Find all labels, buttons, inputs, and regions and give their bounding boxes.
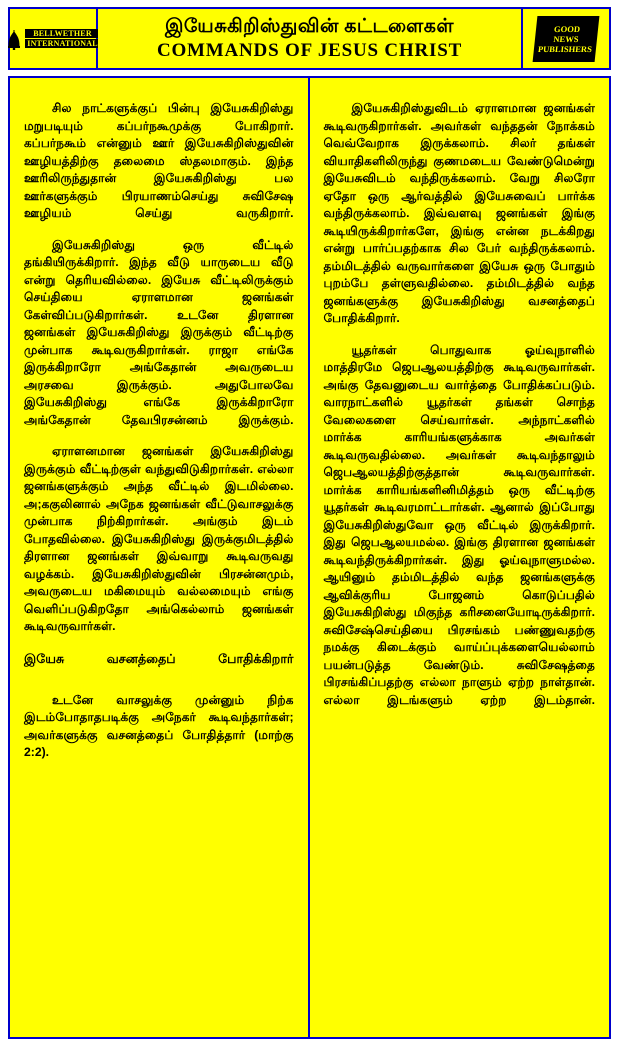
bellwether-logo-line1: BELLWETHER [25,29,99,38]
page-title-english: COMMANDS OF JESUS CHRIST [156,40,463,61]
page-title-tamil: இயேசுகிறிஸ்துவின் கட்டளைகள் [164,16,455,37]
scripture-quote: உடனே வாசலுக்கு முன்னும் நிற்க இடம்போதாதபடிக்கு அநேகர் கூடிவந்தார்கள்; அவர்களுக்கு வசனத்தைப் போதித்தார் (மாற்கு 2:2). [24,692,294,759]
bellwether-logo-line2: INTERNATIONAL [27,39,98,48]
paragraph: யூதர்கள் பொதுவாக ஓய்வுநாளில் மாத்திரமே ஜெபஆலயத்திற்கு கூடிவருவார்கள். அங்கு தேவனுடைய வார்த்தை போதிக்கப்படும். வாரநாட்களில் யூதர்கள் தங்கள் சொந்த வேலைகளை செய்வார்கள். அந்நாட்களில் மார்க்க காரியங்களுக்காக அவர்கள் கூடிவருவதில்லை. அவர்கள் கூடிவந்தாலும் ஜெபஆலயத்திற்குத்தான் கூடிவருவார்கள். மார்க்க காரியங்களினிமித்தம் ஒரு வீட்டிற்கு யூதர்கள் கூடிவரமாட்டார்கள். ஆனால் இப்போது இயேசுகிறிஸ்துவோ ஒரு வீட்டில் இருக்கிறார். இது ஜெபஆலயமல்ல. இங்கு திரளான ஜனங்கள் கூடிவந்திருக்கிறார்கள். இது ஓய்வுநாளுமல்ல. ஆயினும் தம்மிடத்தில் வந்த ஜனங்களுக்கு ஆவிக்குரிய போஜனம் கொடுப்பதில் இயேசுகிறிஸ்து மிகுந்த கரிசனையோடிருக்கிறார். சுவிசேஷ்செய்தியை பிரசங்கம் பண்ணுவதற்கு நமக்கு கிடைக்கும் வாய்ப்புக்களையெல்லாம் பயன்படுத்த வேண்டும். சுவிசேஷத்தை பிரசங்கிப்பதற்கு எல்லா நாளும் ஏற்ற நாள்தான். எல்லா இடங்களும் ஏற்ற இடம்தான். [323,342,595,707]
gnp-logo-line3: PUBLISHERS [537,43,593,54]
gnp-logo-line1: GOOD [553,23,581,34]
page-header [8,7,611,70]
paragraph: ஏராளனமான ஜனங்கள் இயேசுகிறிஸ்து இருக்கும் வீட்டிற்குள் வந்துவிடுகிறார்கள். எல்லா ஜனங்களுக்கும் அந்த வீட்டில் இடமில்லை. அ;ககுலினால் அநேக ஜனங்கள் வீட்டுவாசலுக்கு முன்பாக நிற்கிறார்கள். அங்கும் இடம் போதவில்லை. இயேசுகிறிஸ்து இருக்குமிடத்தில் திரளான ஜனங்கள் இவ்வாறு கூடிவருவது வழக்கம். இயேசுகிறிஸ்துவின் பிரசன்னமும், அவருடைய மகிமையும் வல்லமையும் எங்கு வெளிப்படுகிறதோ அங்கெல்லாம் ஜனங்கள் கூடிவருவார்கள். [24,444,294,633]
title-block [98,9,521,68]
paragraph: இயேசுகிறிஸ்து ஒரு வீட்டில் தங்கியிருக்கிறார். இந்த வீடு யாருடைய வீடு என்று தெரியவில்லை. இயேசு வீட்டிலிருக்கும் செய்தியை ஏராளமான ஜனங்கள் கேள்விப்படுகிறார்கள். உடனே திரளான ஜனங்கள் இயேசுகிறிஸ்து இருக்கும் வீட்டிற்கு முன்பாக கூடிவருகிறார்கள். ராஜா எங்கே இருக்கிறாரோ அங்கேதான் அவருடைய அரசவை இருக்கும். அதுபோலவே இயேசுகிறிஸ்து எங்கே இருக்கிறாரோ அங்கேதான் தேவபிரசன்னம் இருக்கும். [24,237,294,427]
gnp-logo-line2: NEWS [552,33,580,44]
right-column [310,78,610,1037]
bellwether-international-logo [10,9,98,68]
paragraph: இயேசுகிறிஸ்துவிடம் ஏராளமான ஜனங்கள் கூடிவருகிறார்கள். அவர்கள் வந்ததன் நோக்கம் வெவ்வேறாக இருக்கலாம். சிலர் தங்கள் வியாதிகளிலிருந்து குணமடைய வேண்டுமென்று இயேசுவிடம் வந்திருக்கலாம். வேறு சிலரோ ஏதோ ஒரு ஆர்வத்தில் இயேசுவைப் பார்க்க வந்திருக்கலாம். இவ்வளவு ஜனங்கள் இங்கு கூடியிருக்கிறார்களே, இங்கு என்ன நடக்கிறது என்று பார்ப்பதற்காக சில பேர் வந்திருக்கலாம். தம்மிடத்தில் வருவார்களை இயேசு ஒரு போதும் புறம்பே தள்ளுவதில்லை. தம்மிடத்தில் வந்த ஜனங்களுக்கு இயேசுகிறிஸ்து வசனத்தைப் போதிக்கிறார். [323,101,595,325]
bellwether-logo-text [25,29,99,48]
bell-icon [6,28,22,50]
left-column [10,78,310,1037]
paragraph: சில நாட்களுக்குப் பின்பு இயேசுகிறிஸ்து மறுபடியும் கப்பர்நகூமுக்கு போகிறார். கப்பர்நகூம் என்னும் ஊர் இயேசுகிறிஸ்துவின் ஊழியத்திற்கு தலைமை ஸ்தலமாகும். இந்த ஊரிலிருந்துதான் இயேசுகிறிஸ்து பல ஊர்களுக்கும் பிரயாணம்செய்து சுவிசேஷ ஊழியம் செய்து வருகிறார். [24,101,294,220]
good-news-publishers-logo [521,9,609,68]
content-frame [8,76,611,1039]
section-heading: இயேசு வசனத்தைப் போதிக்கிறார் [24,651,294,666]
